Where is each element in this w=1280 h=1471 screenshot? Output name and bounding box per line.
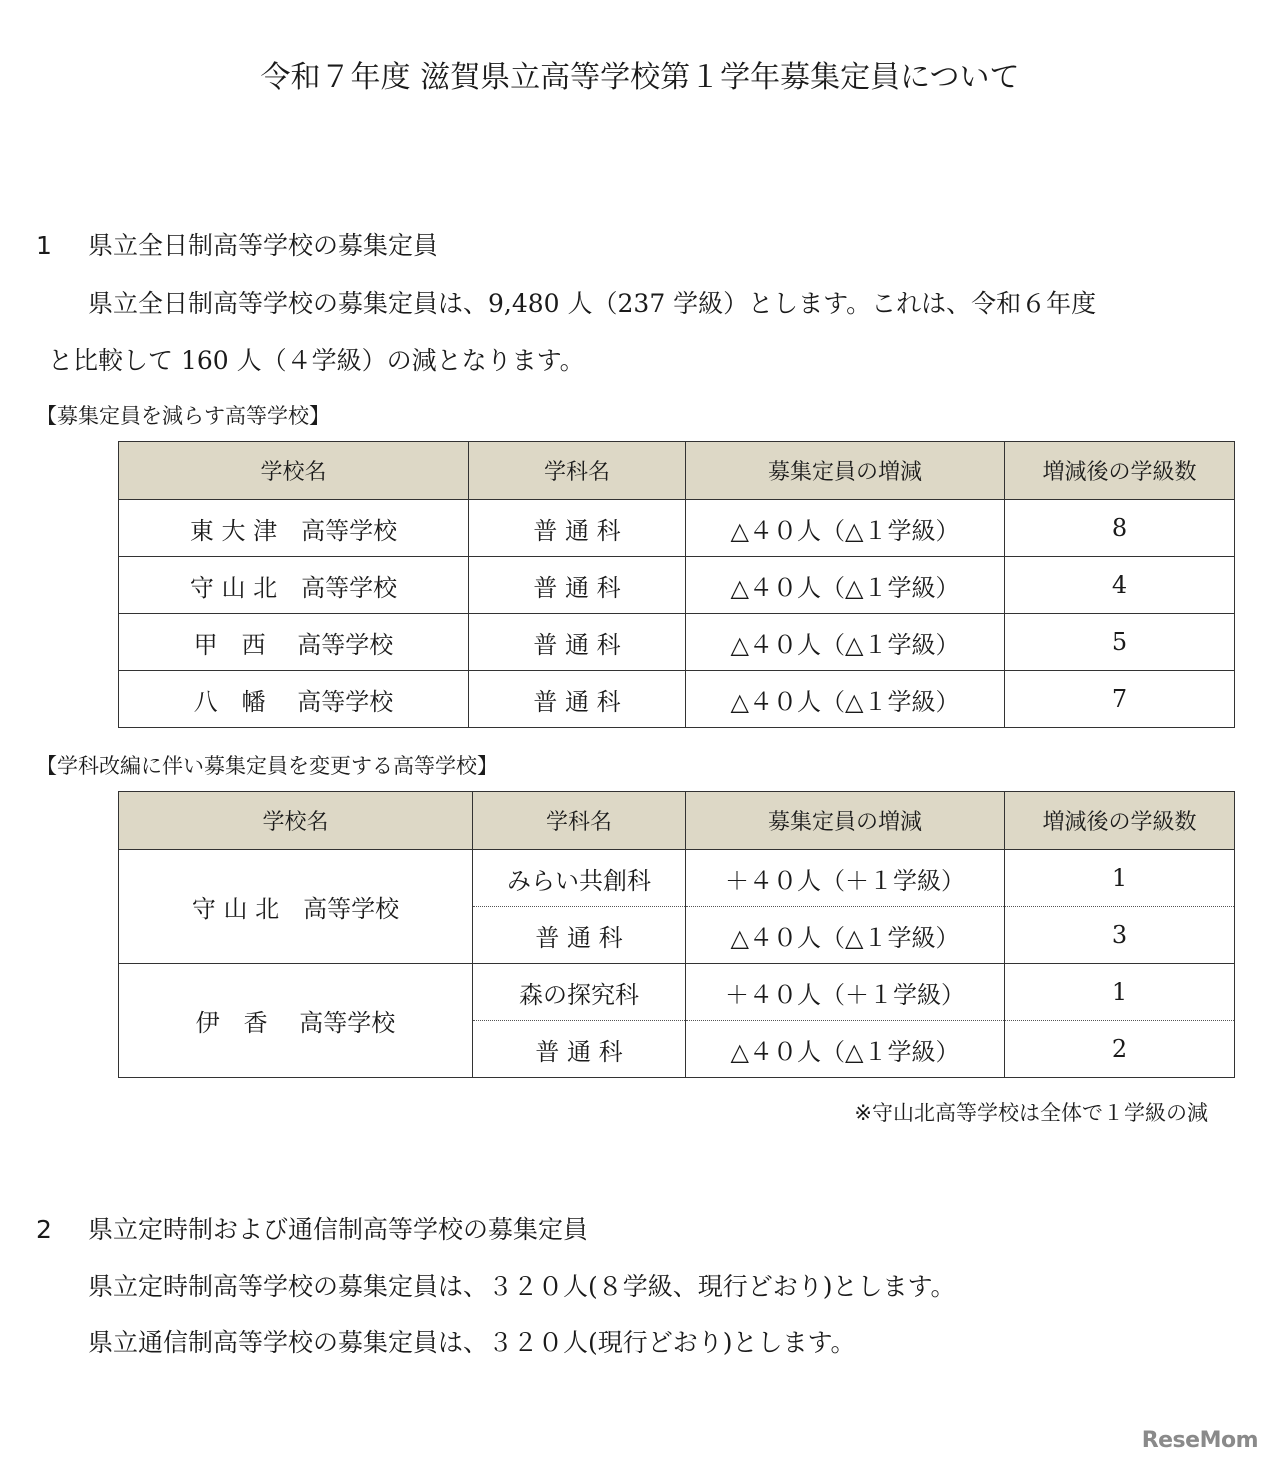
classes-cell: 8 bbox=[1005, 500, 1235, 557]
classes-cell: 3 bbox=[1005, 907, 1235, 964]
column-header-course: 学科名 bbox=[473, 792, 686, 850]
document-title: 令和７年度 滋賀県立高等学校第１学年募集定員について bbox=[260, 60, 1020, 95]
classes-cell: 5 bbox=[1005, 614, 1235, 671]
column-header-change: 募集定員の増減 bbox=[686, 792, 1005, 850]
table-2-footnote: ※守山北高等学校は全体で１学級の減 bbox=[854, 1101, 1208, 1125]
classes-cell: 7 bbox=[1005, 671, 1235, 728]
course-cell: 普 通 科 bbox=[469, 557, 686, 614]
change-cell: ＋４０人（＋１学級） bbox=[686, 964, 1005, 1021]
table-header-row bbox=[119, 442, 1235, 500]
section-2-number: 2 bbox=[36, 1215, 52, 1244]
school-cell: 守 山 北 高等学校 bbox=[119, 557, 469, 614]
table-row bbox=[119, 964, 1235, 1021]
column-header-change: 募集定員の増減 bbox=[686, 442, 1005, 500]
change-cell: △４０人（△１学級） bbox=[686, 671, 1005, 728]
table-reduced-schools bbox=[118, 441, 1235, 728]
change-cell: △４０人（△１学級） bbox=[686, 907, 1005, 964]
table-row bbox=[119, 614, 1235, 671]
section-1-number: 1 bbox=[36, 231, 52, 260]
section-1-title: 県立全日制高等学校の募集定員 bbox=[88, 231, 439, 260]
school-cell: 東 大 津 高等学校 bbox=[119, 500, 469, 557]
section-2-line-2: 県立通信制高等学校の募集定員は、３２０人(現行どおり)とします。 bbox=[88, 1328, 856, 1357]
course-cell: 森の探究科 bbox=[473, 964, 686, 1021]
course-cell: 普 通 科 bbox=[473, 1021, 686, 1078]
table-row bbox=[119, 671, 1235, 728]
table-row bbox=[119, 500, 1235, 557]
school-cell: 八 幡 高等学校 bbox=[119, 671, 469, 728]
section-2-line-1: 県立定時制高等学校の募集定員は、３２０人(８学級、現行どおり)とします。 bbox=[88, 1272, 956, 1301]
course-cell: 普 通 科 bbox=[473, 907, 686, 964]
section-1-heading bbox=[36, 226, 438, 262]
column-header-school: 学校名 bbox=[119, 792, 473, 850]
school-cell: 甲 西 高等学校 bbox=[119, 614, 469, 671]
course-cell: 普 通 科 bbox=[469, 614, 686, 671]
column-header-classes: 増減後の学級数 bbox=[1005, 792, 1235, 850]
table-2-caption: 【学科改編に伴い募集定員を変更する高等学校】 bbox=[36, 754, 498, 778]
course-cell: 普 通 科 bbox=[469, 671, 686, 728]
classes-cell: 2 bbox=[1005, 1021, 1235, 1078]
school-cell: 守 山 北 高等学校 bbox=[119, 850, 473, 964]
course-cell: 普 通 科 bbox=[469, 500, 686, 557]
section-1-paragraph-line-2: と比較して 160 人（４学級）の減となります。 bbox=[48, 346, 585, 375]
section-1-paragraph-line-1: 県立全日制高等学校の募集定員は、9,480 人（237 学級）とします。これは、令和６年度 bbox=[88, 289, 1097, 318]
classes-cell: 1 bbox=[1005, 850, 1235, 907]
change-cell: △４０人（△１学級） bbox=[686, 1021, 1005, 1078]
table-restructured-schools bbox=[118, 791, 1235, 1078]
course-cell: みらい共創科 bbox=[473, 850, 686, 907]
column-header-classes: 増減後の学級数 bbox=[1005, 442, 1235, 500]
school-cell: 伊 香 高等学校 bbox=[119, 964, 473, 1078]
section-2-title: 県立定時制および通信制高等学校の募集定員 bbox=[88, 1215, 589, 1244]
column-header-course: 学科名 bbox=[469, 442, 686, 500]
table-row bbox=[119, 850, 1235, 907]
table-row bbox=[119, 557, 1235, 614]
table-header-row bbox=[119, 792, 1235, 850]
classes-cell: 4 bbox=[1005, 557, 1235, 614]
change-cell: △４０人（△１学級） bbox=[686, 614, 1005, 671]
classes-cell: 1 bbox=[1005, 964, 1235, 1021]
change-cell: △４０人（△１学級） bbox=[686, 500, 1005, 557]
change-cell: ＋４０人（＋１学級） bbox=[686, 850, 1005, 907]
resemom-watermark-logo: ReseMom bbox=[1141, 1428, 1258, 1453]
change-cell: △４０人（△１学級） bbox=[686, 557, 1005, 614]
table-1-caption: 【募集定員を減らす高等学校】 bbox=[36, 404, 330, 428]
section-2-heading bbox=[36, 1210, 588, 1246]
column-header-school: 学校名 bbox=[119, 442, 469, 500]
